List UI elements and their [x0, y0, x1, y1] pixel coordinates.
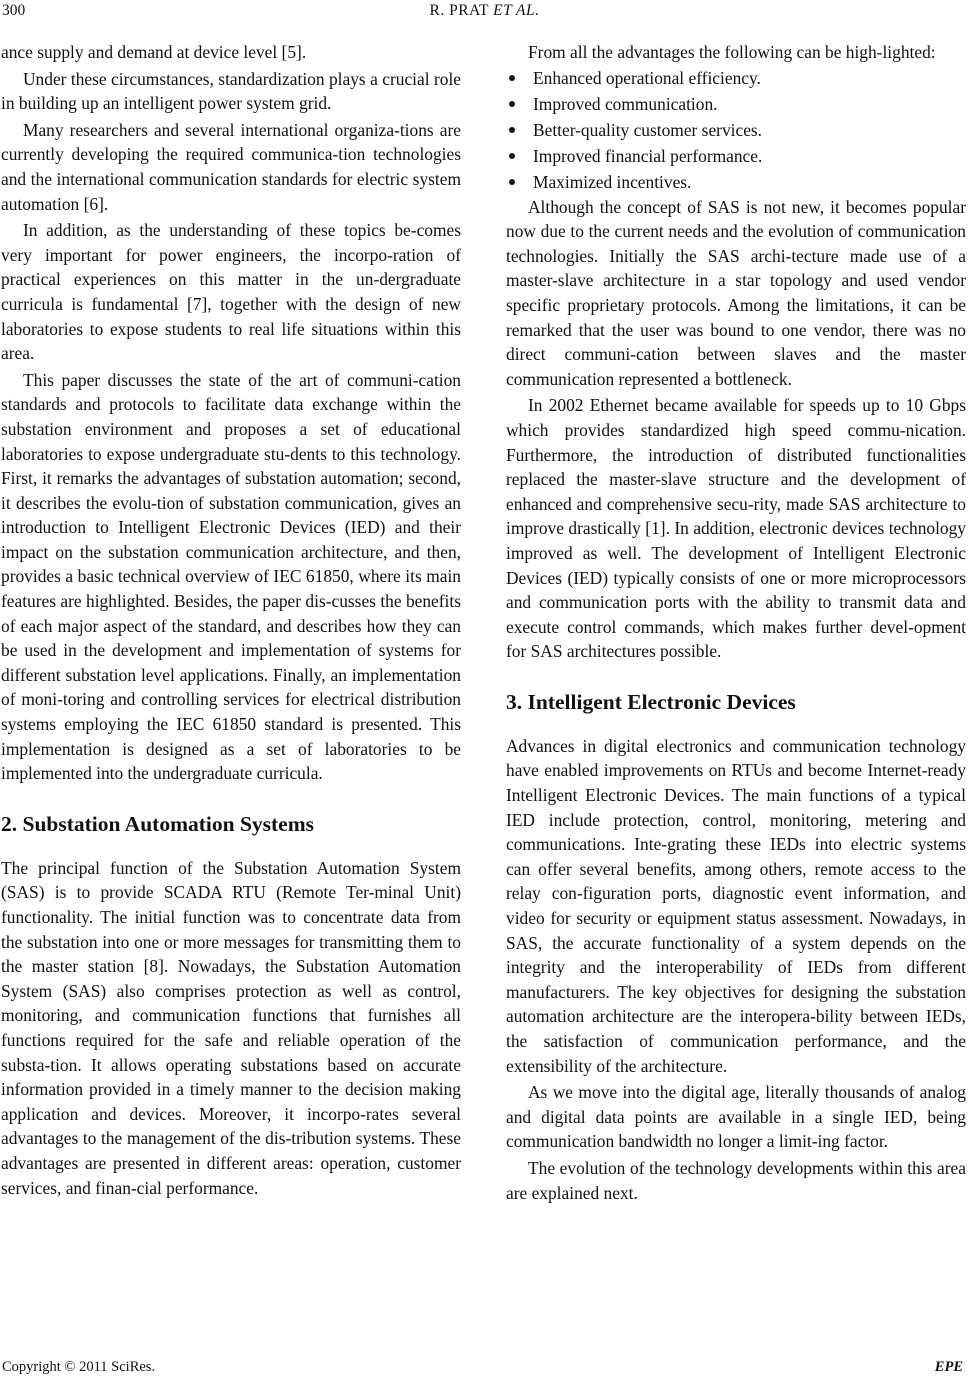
running-head-et-al: ET AL.: [493, 2, 540, 19]
paragraph: In 2002 Ethernet became available for speeds up to 10 Gbps which provides standardized high speed commu-nication. Furthermore, the introduction of distributed functionalities replaced the master-slave structure and the development of enhanced and comprehensive secu-rity, made SAS architecture to improve drastically [1]. In addition, electronic devices technology improved as well. The development of Intelligent Electronic Devices (IED) typically consists of one or more microprocessors and communication ports with the ability to transmit data and execute control commands, which makes further devel-opment for SAS architectures possible.: [506, 395, 966, 662]
bullet-icon: [509, 179, 515, 185]
bullet-icon: [509, 153, 515, 159]
section-heading: 2. Substation Automation Systems: [1, 811, 314, 836]
list-item-text: Maximized incentives.: [533, 171, 692, 192]
list-item: [506, 169, 966, 195]
paragraph: ance supply and demand at device level [5].: [1, 42, 307, 62]
list-item: [506, 91, 966, 117]
list-item-text: Enhanced operational efficiency.: [533, 67, 761, 88]
advantages-list: [506, 65, 966, 195]
bullet-icon: [509, 127, 515, 133]
bullet-icon: [509, 75, 515, 81]
paragraph: As we move into the digital age, literally thousands of analog and digital data points are available in a single IED, being communication bandwidth no longer a limit-ing factor.: [506, 1082, 966, 1152]
page-number: 300: [2, 2, 26, 19]
running-head: [0, 2, 969, 20]
section-heading: 3. Intelligent Electronic Devices: [506, 689, 796, 714]
paragraph: From all the advantages the following can be high-lighted:: [528, 42, 936, 62]
paragraph: The evolution of the technology developments within this area are explained next.: [506, 1157, 966, 1203]
journal-abbreviation: EPE: [934, 1359, 963, 1375]
running-head-authors: R. PRAT: [429, 2, 489, 19]
left-column: [1, 40, 461, 1200]
list-item: [506, 65, 966, 91]
page-footer: [0, 1359, 969, 1381]
paragraph: Although the concept of SAS is not new, it becomes popular now due to the current needs and the evolution of communication technologies. Initially the SAS archi-tecture made use of a master-slave architecture in a star topology and used vendor specific proprietary protocols. Among the limitations, it can be remarked that the user was bound to one vendor, there was no direct communi-cation between slaves and the master communication represented a bottleneck.: [506, 196, 966, 389]
paragraph: The principal function of the Substation Automation System (SAS) is to provide SCADA RTU (Remote Ter-minal Unit) functionality. The initial function was to concentrate data from the substation into one or more messages for transmitting them to the master station [8]. Nowadays, the Substation Automation System (SAS) also comprises protection as well as control, monitoring, and communication functions that furnishes all functions required for the safe and reliable operation of the substa-tion. It allows operating substations based on accurate information provided in a timely manner to the decision making application and devices. Moreover, it incorpo-rates several advantages to the management of the dis-tribution systems. These advantages are presented in different areas: operation, customer services, and finan-cial performance.: [1, 857, 461, 1198]
paragraph: Advances in digital electronics and communication technology have enabled improvements on RTUs and become Internet-ready Intelligent Electronic Devices. The main functions of a typical IED include protection, control, monitoring, metering and communications. Inte-grating these IEDs into electric systems can offer several benefits, among others, remote access to the relay con-figuration ports, diagnostic event information, and video for security or equipment status assessment. Nowadays, in SAS, the accurate functionality of a system depends on the integrity and the interoperability of IEDs from different manufacturers. The key objectives for designing the substation automation architecture are the interopera-bility between IEDs, the satisfaction of communication performance, and the extensibility of the architecture.: [506, 735, 966, 1076]
paragraph: Under these circumstances, standardization plays a crucial role in building up an intelligent power system grid.: [1, 68, 461, 114]
paragraph: Many researchers and several international organiza-tions are currently developing the required communica-tion technologies and the international communication standards for electric system automation [6].: [1, 119, 461, 214]
page-header: [0, 2, 969, 24]
list-item-text: Improved communication.: [533, 93, 718, 114]
list-item: [506, 117, 966, 143]
paragraph: In addition, as the understanding of these topics be-comes very important for power engineers, the incorpo-ration of practical experiences on this matter in the un-dergraduate curricula is fundamental [7], together with the design of new laboratories to expose students to real life situations within this area.: [1, 220, 461, 364]
bullet-icon: [509, 101, 515, 107]
list-item-text: Better-quality customer services.: [533, 119, 763, 140]
copyright-notice: Copyright © 2011 SciRes.: [2, 1359, 156, 1375]
right-column: [506, 40, 966, 1205]
paragraph: This paper discusses the state of the art of communi-cation standards and protocols to facilitate data exchange within the substation environment and proposes a set of educational laboratories to expose undergraduate stu-dents to this technology. First, it remarks the advantages of substation automation; second, it describes the evolu-tion of substation communication, gives an introduction to Intelligent Electronic Devices (IED) and their impact on the substation communication architecture, and then, provides a basic technical overview of IEC 61850, where its main features are highlighted. Besides, the paper dis-cusses the benefits of each major aspect of the standard, and describes how they can be used in the development and implementation of systems for different substation level applications. Finally, an implementation of moni-toring and controlling services for electrical distribution systems employing the IEC 61850 standard is presented. This implementation is designed as a set of laboratories to be implemented into the undergraduate curricula.: [1, 369, 461, 784]
list-item: [506, 143, 966, 169]
list-item-text: Improved financial performance.: [533, 145, 763, 166]
